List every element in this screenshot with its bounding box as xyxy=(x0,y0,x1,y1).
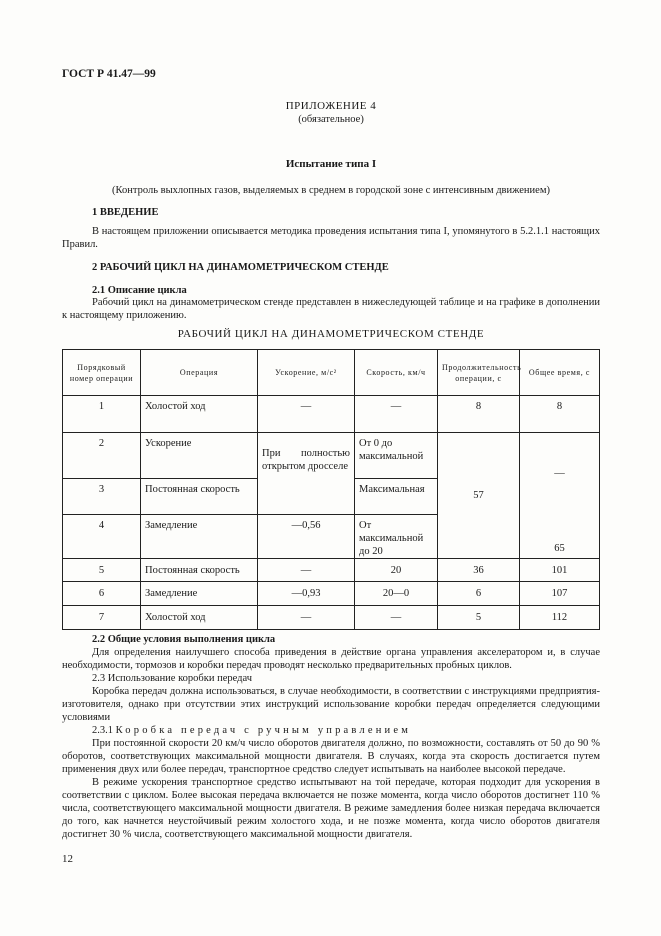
cell-speed: 20—0 xyxy=(355,582,438,606)
cell-acceleration: При полностью открытом дросселе xyxy=(258,433,355,515)
control-note: (Контроль выхлопных газов, выделяемых в среднем в городской зоне с интенсивным движением) xyxy=(112,185,550,196)
cell-total-time: 8 xyxy=(520,396,600,433)
header-operation: Операция xyxy=(141,350,258,396)
section-1-heading: 1 ВВЕДЕНИЕ xyxy=(92,207,159,218)
section-2-3-1-paragraph-2: В режиме ускорения транспортное средство испытывают на той передаче, которая подходит для ускорения в соответствии с циклом. Более высокая передача включается не позже момента, когда число оборотов достигнет 110 % числа, соответствующего максимальной мощности двигателя. В режиме замедления более низкая передача включается до того, как начнется неустойчивый режим холостого хода, и не позже момента, когда число оборотов двигателя достигнет 30 % числа, соответствующего максимальной мощности двигателя. xyxy=(62,777,600,840)
section-2-3-1-paragraph-1: При постоянной скорости 20 км/ч число оборотов двигателя должно, по возможности, составлять от 50 до 90 % оборотов, соответствующих максимальной мощности двигателя. В случаях, когда эта скорость достигается путем применения двух или более передач, транспортное средство следует испытывать на наиболее высокой передаче. xyxy=(62,738,600,775)
cell-speed: От 0 до максимальной xyxy=(355,433,438,479)
cell-speed: Максимальная xyxy=(355,479,438,515)
section-2-2-paragraph: Для определения наилучшего способа приведения в действие органа управления акселератором и, в случае необходимости, тормозов и коробки передач проводят несколько предварительных пробных циклов. xyxy=(62,647,600,671)
cell-acceleration: —0,93 xyxy=(258,582,355,606)
cell-num: 6 xyxy=(63,582,141,606)
table-row xyxy=(63,396,600,433)
cell-num: 1 xyxy=(63,396,141,433)
section-2-3-1-heading xyxy=(62,724,600,737)
section-2-1-paragraph: Рабочий цикл на динамометрическом стенде представлен в нижеследующей таблице и на графике в дополнении к настоящему приложению. xyxy=(62,297,600,321)
cell-duration: 5 xyxy=(438,606,520,630)
cell-acceleration: —0,56 xyxy=(258,515,355,559)
section-2-3-paragraph: Коробка передач должна использоваться, в случае необходимости, в соответствии с инструкциями предприятия-изготовителя, однако при отсутствии этих инструкций использование коробки передач определяется следующими условиями xyxy=(62,686,600,723)
cell-operation: Замедление xyxy=(141,582,258,606)
cell-speed: 20 xyxy=(355,559,438,582)
header-num: Порядковый номер операции xyxy=(63,350,141,396)
cell-speed: — xyxy=(355,396,438,433)
document-header: ГОСТ Р 41.47—99 xyxy=(62,68,156,80)
cell-num: 3 xyxy=(63,479,141,515)
cell-duration: 6 xyxy=(438,582,520,606)
cell-duration: 8 xyxy=(438,396,520,433)
section-2-heading: 2 РАБОЧИЙ ЦИКЛ НА ДИНАМОМЕТРИЧЕСКОМ СТЕНДЕ xyxy=(92,262,389,273)
section-2-2-heading: 2.2 Общие условия выполнения цикла xyxy=(92,634,276,645)
cell-total-time: 101 xyxy=(520,559,600,582)
cell-total-time: 112 xyxy=(520,606,600,630)
section-2-3-1-number: 2.3.1 xyxy=(92,725,113,736)
cell-acceleration: — xyxy=(258,396,355,433)
cell-num: 2 xyxy=(63,433,141,479)
header-acceleration: Ускорение, м/с² xyxy=(258,350,355,396)
section-2-1-heading: 2.1 Описание цикла xyxy=(92,285,187,296)
annex-subtitle: (обязательное) xyxy=(298,114,364,125)
cell-operation: Ускорение xyxy=(141,433,258,479)
annex-title: ПРИЛОЖЕНИЕ 4 xyxy=(285,100,377,112)
cell-num: 7 xyxy=(63,606,141,630)
cell-operation: Холостой ход xyxy=(141,396,258,433)
cell-num: 4 xyxy=(63,515,141,559)
cell-total-time: 65 xyxy=(520,515,600,559)
cell-operation: Холостой ход xyxy=(141,606,258,630)
cell-operation: Постоянная скорость xyxy=(141,559,258,582)
cell-duration: 57 xyxy=(438,433,520,559)
section-2-3-heading: 2.3 Использование коробки передач xyxy=(92,673,253,684)
cell-acceleration: — xyxy=(258,606,355,630)
section-2-3-1-title: Коробка передач с ручным управлением xyxy=(115,725,412,736)
cell-operation: Постоянная скорость xyxy=(141,479,258,515)
cell-duration: 36 xyxy=(438,559,520,582)
table-row xyxy=(63,606,600,630)
cell-speed: От максимальной до 20 xyxy=(355,515,438,559)
table-row xyxy=(63,582,600,606)
cell-operation: Замедление xyxy=(141,515,258,559)
table-header-row xyxy=(63,350,600,396)
section-1-text xyxy=(62,225,600,251)
cell-acceleration: — xyxy=(258,559,355,582)
cell-num: 5 xyxy=(63,559,141,582)
header-duration: Продолжительность операции, с xyxy=(438,350,520,396)
table-row xyxy=(63,515,600,559)
cell-total-time: 107 xyxy=(520,582,600,606)
cell-speed: — xyxy=(355,606,438,630)
header-total-time: Общее время, с xyxy=(520,350,600,396)
table-title: РАБОЧИЙ ЦИКЛ НА ДИНАМОМЕТРИЧЕСКОМ СТЕНДЕ xyxy=(177,328,485,340)
section-1-paragraph: В настоящем приложении описывается методика проведения испытания типа I, упомянутого в 5.2.1.1 настоящих Правил. xyxy=(62,226,600,250)
section-2-2 xyxy=(62,633,600,841)
table-row xyxy=(63,559,600,582)
test-title: Испытание типа I xyxy=(285,158,377,170)
section-2-1-text xyxy=(62,296,600,322)
cell-total-time: — xyxy=(520,433,600,515)
table-row xyxy=(63,433,600,479)
work-cycle-table xyxy=(62,349,600,630)
page-number: 12 xyxy=(62,853,73,865)
header-speed: Скорость, км/ч xyxy=(355,350,438,396)
